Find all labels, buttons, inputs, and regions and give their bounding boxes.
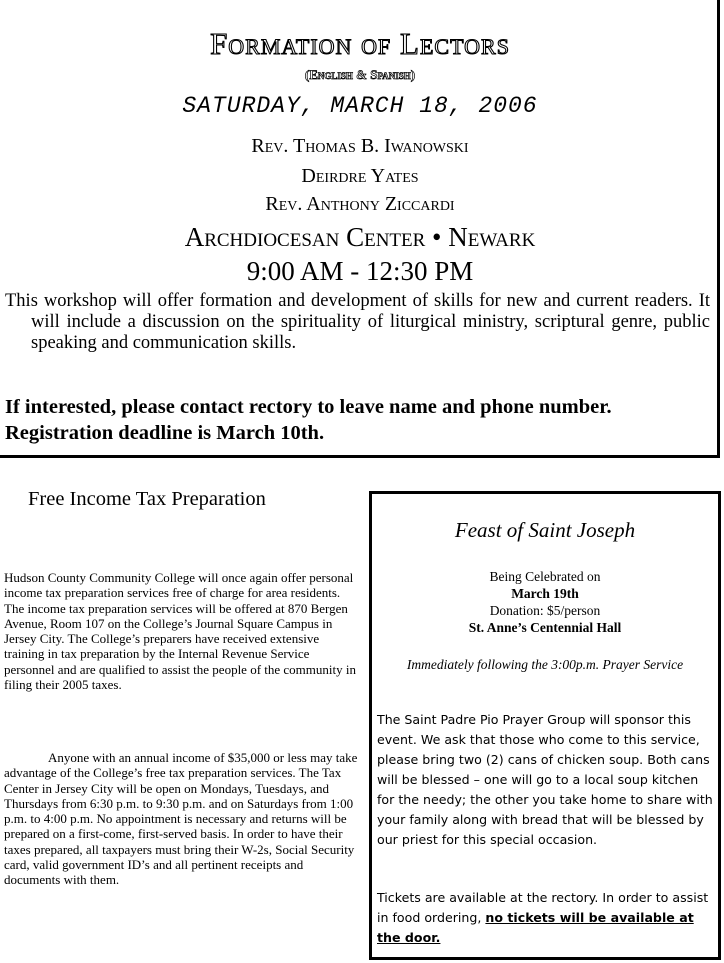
feast-announcement xyxy=(369,491,721,960)
feast-tickets-emphasis: no tickets will be available at the door. xyxy=(377,910,694,945)
feast-day: March 19th xyxy=(511,586,579,601)
feast-title: Feast of Saint Joseph xyxy=(454,518,636,542)
lectors-subtitle: (English & Spanish) xyxy=(304,67,416,82)
tax-paragraph-2: Anyone with an annual income of $35,000 or less may take advantage of the College’s free tax preparation services. The Tax Center in Jersey City will be open on Mondays, Tuesdays, and Thursdays from 6:30 p.m. to 9:30 p.m. and on Saturdays from 1:00 p.m. to 4:00 p.m. No appointment is necessary and returns will be prepared on a first-come, first-served basis. In order to have their taxes prepared, all taxpayers must bring their W-2s, Social Security card, valid government ID’s and all pertinent receipts and documents with them. xyxy=(4,750,358,888)
lectors-date: SATURDAY, MARCH 18, 2006 xyxy=(182,93,538,119)
feast-sponsor-text: The Saint Padre Pio Prayer Group will sponsor this event. We ask that those who come to this service, please bring two (2) cans of chicken soup. Both cans will be blessed – one will go to a local soup kitchen for the needy; the other you take home to share with your family along with bread that will be blessed by our priest for this special occasion. xyxy=(377,712,713,847)
lectors-contact: If interested, please contact rectory to leave name and phone number. Registration deadline is March 10th. xyxy=(5,396,612,444)
lectors-venue: Archdiocesan Center • Newark xyxy=(184,222,536,252)
speaker-1: Rev. Thomas B. Iwanowski xyxy=(251,135,469,157)
speaker-3: Rev. Anthony Ziccardi xyxy=(265,193,455,215)
feast-hall: St. Anne’s Centennial Hall xyxy=(468,620,622,635)
lectors-description: This workshop will offer formation and development of skills for new and current readers. It will include a discussion on the spirituality of liturgical ministry, scriptural genre, public speaking and communication skills. xyxy=(5,291,710,353)
feast-donation: Donation: $5/person xyxy=(489,603,601,618)
lectors-title: Formation of Lectors xyxy=(210,26,510,61)
tax-paragraph-1: Hudson County Community College will once again offer personal income tax preparation services free of charge for area residents. The income tax preparation services will be offered at 870 Bergen Avenue, Room 107 on the College’s Journal Square Campus in Jersey City. The College’s preparers have received extensive training in tax preparation by the Internal Revenue Service personnel and are qualified to assist the people of the community in filing their 2005 taxes. xyxy=(4,570,356,693)
feast-following: Immediately following the 3:00p.m. Prayer Service xyxy=(406,657,684,672)
speaker-2: Deirdre Yates xyxy=(301,165,419,187)
feast-tickets: Tickets are available at the rectory. In order to assist in food ordering, xyxy=(377,890,709,925)
lectors-time: 9:00 AM - 12:30 PM xyxy=(246,256,474,286)
feast-tickets-text xyxy=(377,888,713,948)
lectors-announcement xyxy=(0,0,720,458)
tax-title: Free Income Tax Preparation xyxy=(28,488,266,510)
feast-celebrated: Being Celebrated on xyxy=(489,569,601,584)
